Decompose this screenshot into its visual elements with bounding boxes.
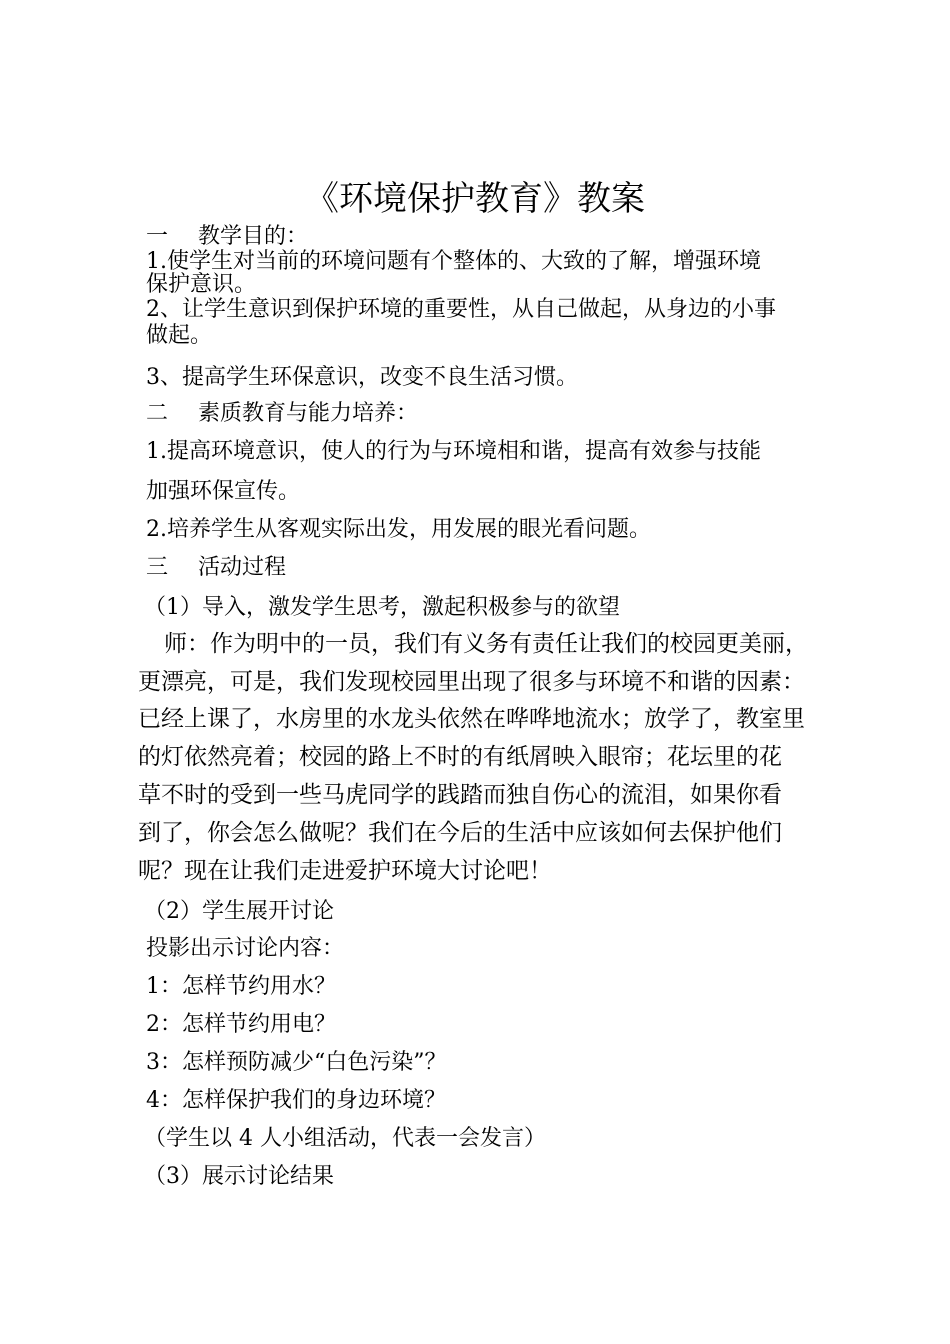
- section-heading-1: [146, 225, 308, 249]
- goal-1-line-1: 1.使学生对当前的环境问题有个整体的、大致的了解，增强环境: [146, 249, 761, 274]
- goal-1-line-2: 保护意识。: [146, 272, 257, 297]
- section-title: 素质教育与能力培养：: [198, 401, 419, 426]
- discussion-question: 4：怎样保护我们的身边环境？: [146, 1088, 446, 1113]
- section-title: 教学目的：: [198, 224, 309, 249]
- ability-2: 2.培养学生从客观实际出发，用发展的眼光看问题。: [146, 517, 651, 542]
- section-number: 一: [146, 224, 169, 249]
- projection-intro: 投影出示讨论内容：: [146, 936, 345, 961]
- discussion-question: 3：怎样预防减少“白色污染”？: [146, 1050, 447, 1075]
- discussion-question: 2：怎样节约用电？: [146, 1012, 336, 1037]
- step-1: （1）导入，激发学生思考，激起积极参与的欲望: [144, 595, 620, 620]
- section-heading-2: [146, 402, 418, 426]
- teacher-line: 更漂亮，可是，我们发现校园里出现了很多与环境不和谐的因素：: [138, 669, 805, 695]
- goal-2-line-2: 做起。: [146, 323, 213, 348]
- document-title: 《环境保护教育》教案: [305, 179, 645, 219]
- teacher-line: 到了，你会怎么做呢？我们在今后的生活中应该如何去保护他们: [138, 820, 782, 846]
- discussion-question: 1：怎样节约用水？: [146, 974, 336, 999]
- step-3: （3）展示讨论结果: [144, 1164, 334, 1189]
- section-number: 二: [146, 401, 169, 426]
- step-2: （2）学生展开讨论: [144, 899, 334, 924]
- goal-3: 3、提高学生环保意识，改变不良生活习惯。: [146, 365, 578, 390]
- goal-2-line-1: 2、让学生意识到保护环境的重要性，从自己做起，从身边的小事: [146, 297, 776, 322]
- teacher-line: 草不时的受到一些马虎同学的践踏而独自伤心的流泪，如果你看: [138, 782, 782, 808]
- teacher-line: 的灯依然亮着；校园的路上不时的有纸屑映入眼帘；花坛里的花: [138, 744, 782, 770]
- section-title: 活动过程: [198, 555, 287, 580]
- ability-1-line-2: 加强环保宣传。: [146, 479, 301, 504]
- section-number: 三: [146, 555, 169, 580]
- ability-1-line-1: 1.提高环境意识，使人的行为与环境相和谐，提高有效参与技能: [146, 439, 761, 464]
- group-note: （学生以 4 人小组活动，代表一会发言）: [144, 1126, 546, 1151]
- teacher-line: 呢？现在让我们走进爱护环境大讨论吧！: [138, 858, 552, 884]
- teacher-line: 师：作为明中的一员，我们有义务有责任让我们的校园更美丽，: [164, 631, 808, 657]
- teacher-line: 已经上课了，水房里的水龙头依然在哗哗地流水；放学了，教室里: [138, 706, 805, 732]
- section-heading-3: [146, 556, 286, 580]
